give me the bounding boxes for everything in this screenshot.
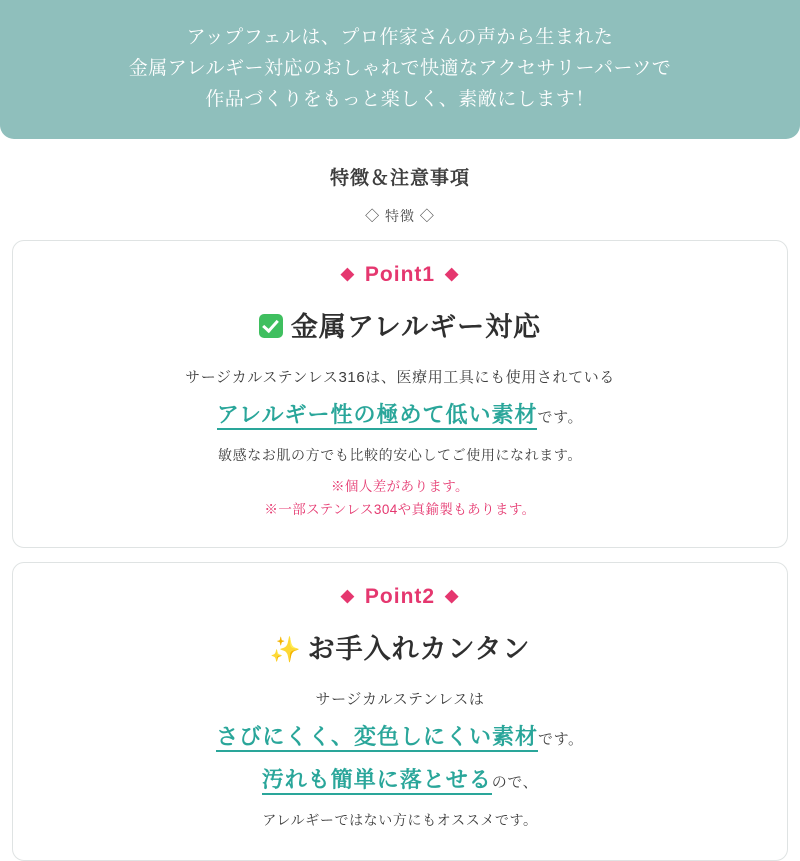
point1-note-1: ※個人差があります。 <box>331 479 469 494</box>
point1-line-2: 敏感なお肌の方でも比較的安心してご使用になれます。 <box>218 447 582 463</box>
point2-title <box>33 585 767 609</box>
point2-emphasis-1: さびにくく、変色しにくい素材 <box>216 724 538 752</box>
point2-emphasis-2-tail: ので、 <box>491 774 539 791</box>
point1-line-1: サージカルステンレス316は、医療用工具にも使用されている <box>185 369 615 386</box>
point1-label: Point1 <box>364 263 436 286</box>
point2-heading-text: お手入れカンタン <box>307 634 531 664</box>
point1-heading <box>33 305 767 344</box>
point2-card <box>12 562 788 861</box>
point1-heading-text: 金属アレルギー対応 <box>290 312 542 342</box>
point1-emphasis: アレルギー性の極めて低い素材 <box>217 402 538 430</box>
point2-emphasis-1-tail: です。 <box>537 731 584 748</box>
banner-line-3: 作品づくりをもっと楽しく、素敵にします！ <box>205 89 595 110</box>
point2-emphasis-line-1 <box>33 720 767 757</box>
diamond-left-icon: ◆ <box>340 264 355 283</box>
section-heading: 特徴＆注意事項 <box>329 168 470 189</box>
point1-note-2: ※一部ステンレス304や真鍮製もあります。 <box>264 502 536 517</box>
point2-emphasis-line-2 <box>33 763 767 800</box>
point1-emphasis-line <box>33 398 767 435</box>
point2-emphasis-2: 汚れも簡単に落とせる <box>262 767 492 795</box>
point1-emphasis-tail: です。 <box>537 409 584 426</box>
point1-title <box>33 263 767 287</box>
green-check-icon <box>259 314 283 338</box>
diamond-left-icon: ◆ <box>340 586 355 605</box>
section-sub-heading: ◇ 特徴 ◇ <box>365 208 435 224</box>
diamond-right-icon: ◆ <box>445 264 460 283</box>
point2-line-2: アレルギーではない方にもオススメです。 <box>262 812 538 828</box>
point2-label: Point2 <box>364 585 436 608</box>
banner-line-2: 金属アレルギー対応のおしゃれで快適なアクセサリーパーツで <box>128 58 672 79</box>
point2-heading <box>33 627 767 666</box>
point2-line-1: サージカルステンレスは <box>315 691 485 708</box>
sparkles-icon: ✨ <box>269 636 302 664</box>
banner-line-1: アップフェルは、プロ作家さんの声から生まれた <box>186 27 614 48</box>
point1-card <box>12 240 788 548</box>
diamond-right-icon: ◆ <box>445 586 460 605</box>
header-banner <box>0 0 800 139</box>
